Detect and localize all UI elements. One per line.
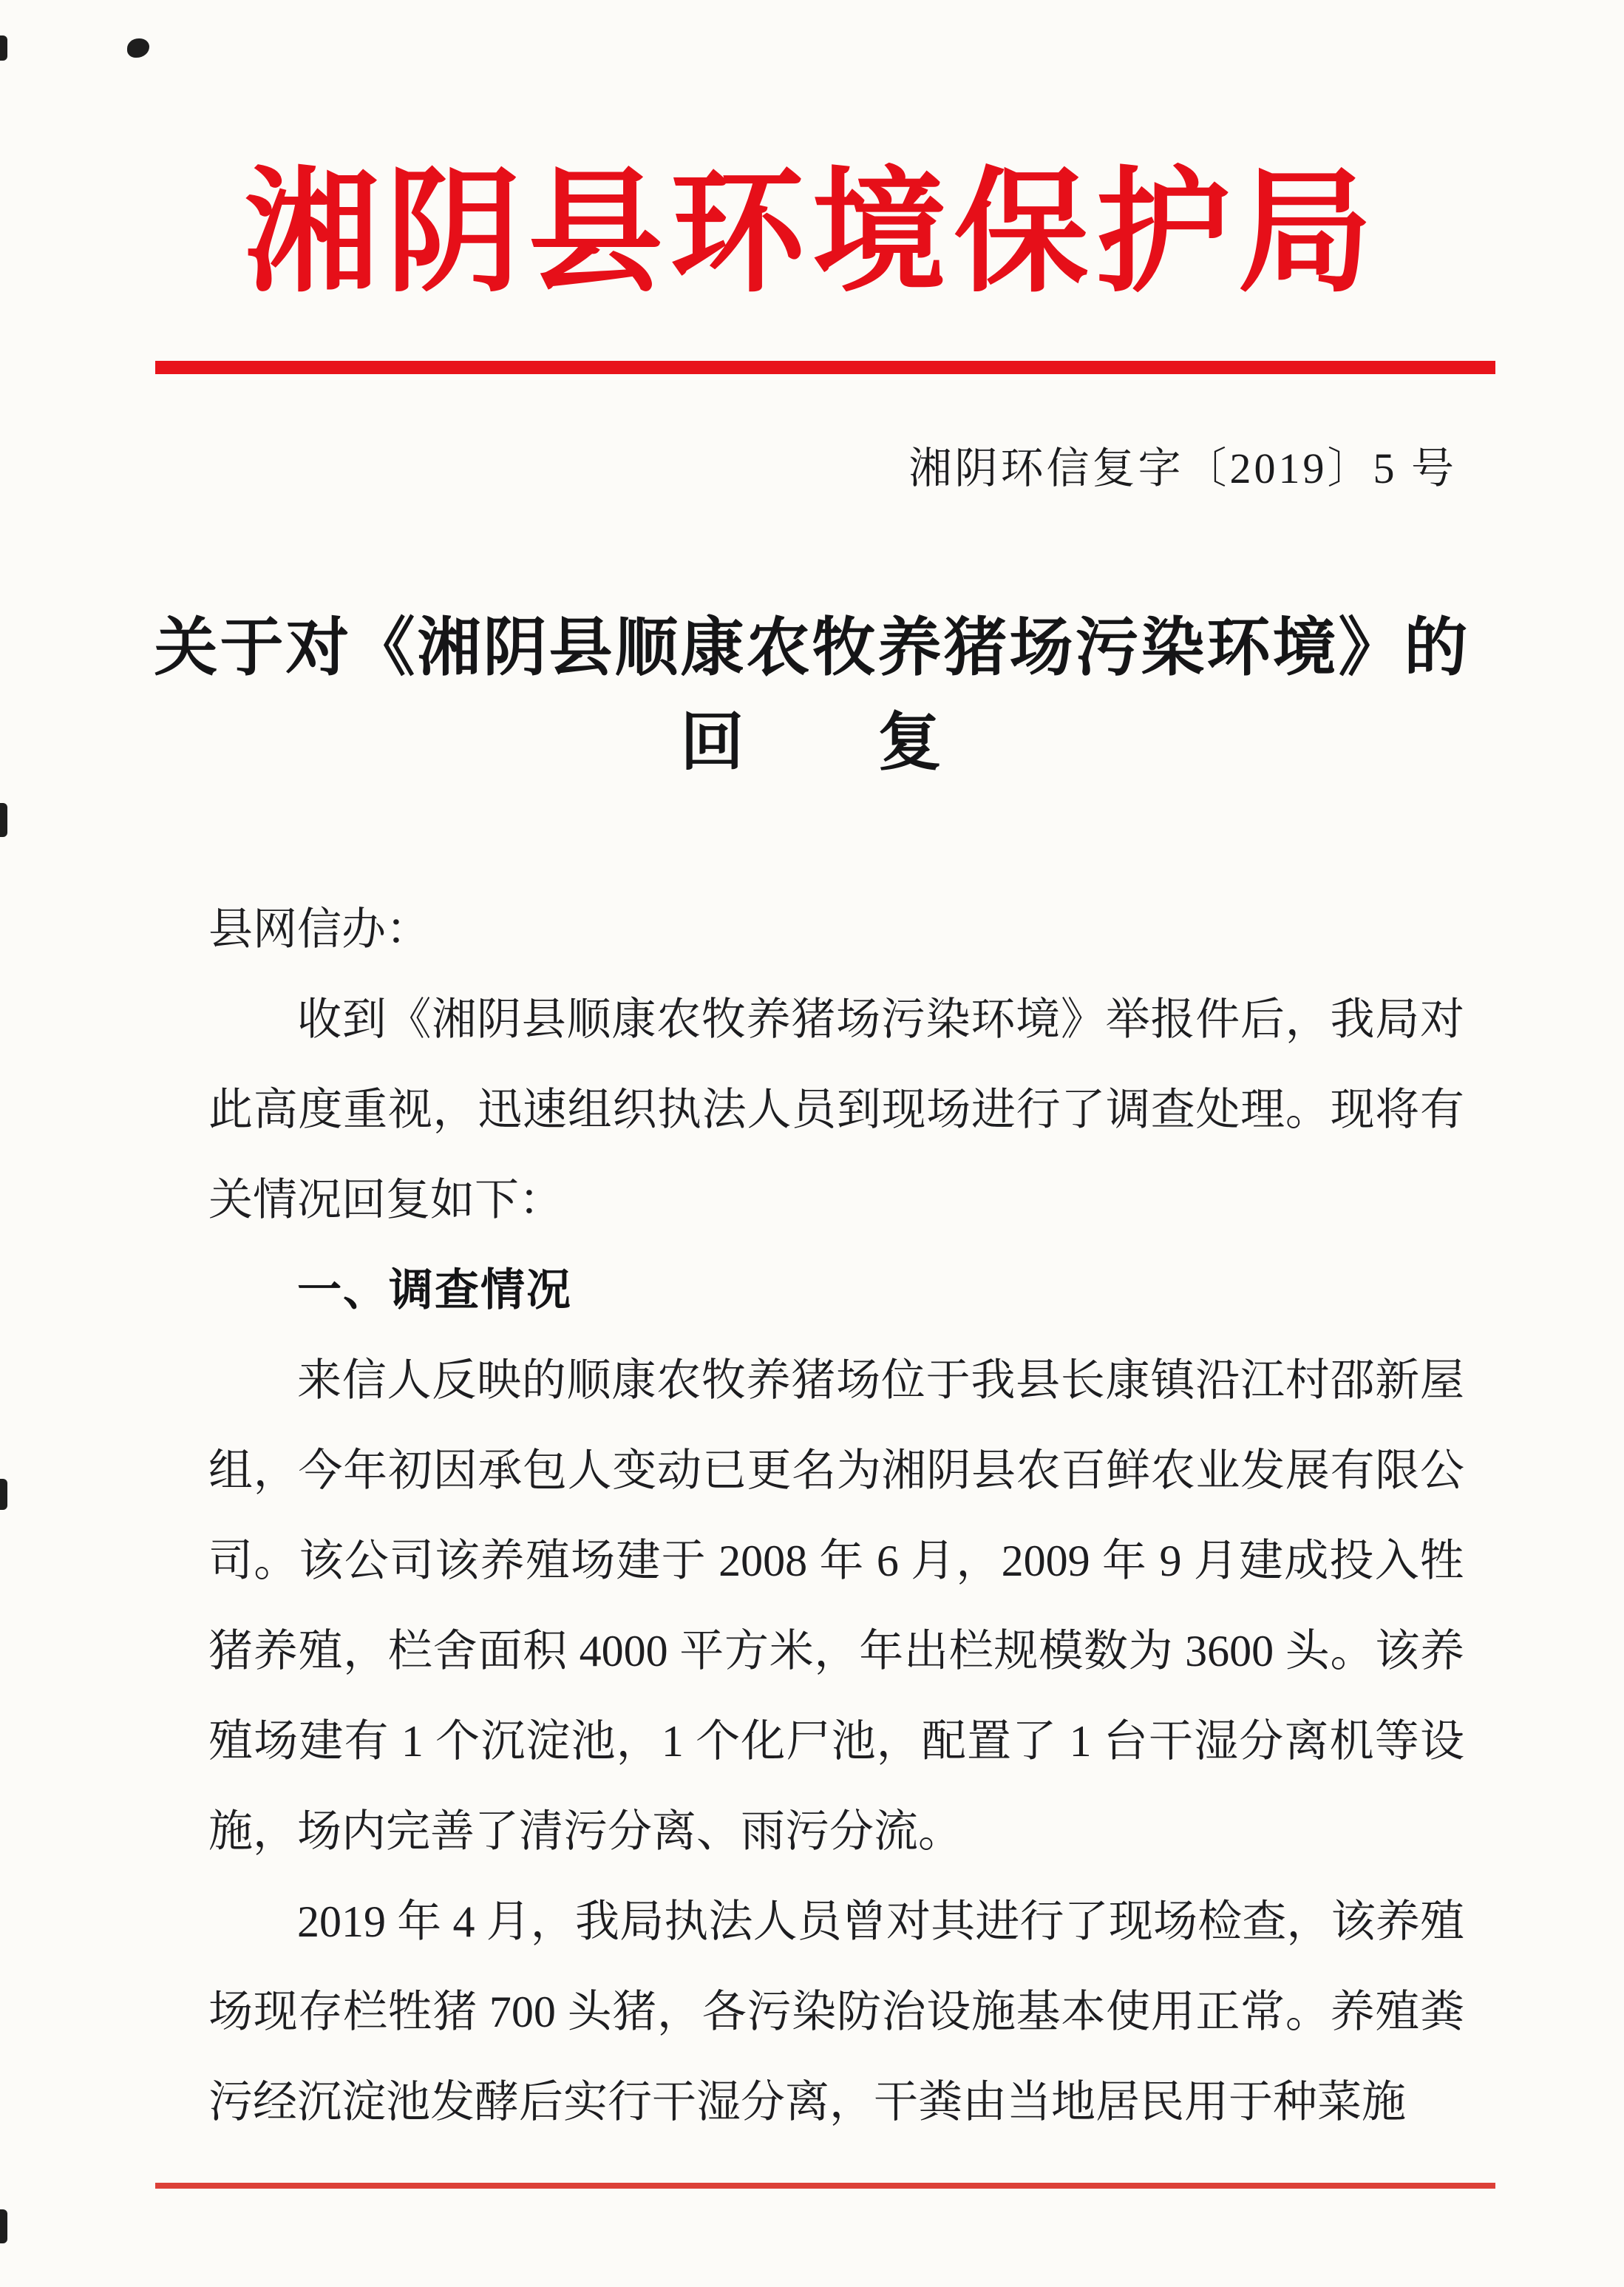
letterhead-rule <box>155 361 1495 374</box>
body-paragraph: 2019 年 4 月，我局执法人员曾对其进行了现场检查，该养殖场现存栏牲猪 700 头猪，各污染防治设施基本使用正常。养殖粪污经沉淀池发酵后实行干湿分离，干粪由当地居民用于种菜施 <box>208 1897 1464 2127</box>
body-paragraph: 来信人反映的顺康农牧养猪场位于我县长康镇沿江村邵新屋组，今年初因承包人变动已更名为湘阴县农百鲜农业发展有限公司。该公司该养殖场建于 2008 年 6 月，2009 年 9 月建成投入牲猪养殖，栏舍面积 4000 平方米，年出栏规模数为 3600 头。该养殖场建有 1 个沉淀池，1 个化尸池，配置了 1 台干湿分离机等设施，场内完善了清污分离、雨污分流。 <box>208 1355 1464 1856</box>
document-number: 湘阴环信复字〔2019〕5 号 <box>908 444 1457 492</box>
scan-artifact <box>0 2209 7 2243</box>
document-title-line2: 回 复 <box>680 706 944 778</box>
document-title <box>0 600 1624 790</box>
document-title-line1: 关于对《湘阴县顺康农牧养猪场污染环境》的 <box>154 611 1470 683</box>
document-body <box>208 884 1464 2147</box>
scan-artifact <box>0 1479 7 1510</box>
letterhead <box>0 0 1624 308</box>
scan-artifact <box>0 803 7 837</box>
intro-paragraph: 收到《湘阴县顺康农牧养猪场污染环境》举报件后，我局对此高度重视，迅速组织执法人员到现场进行了调查处理。现将有关情况回复如下： <box>208 995 1464 1224</box>
section-heading: 一、调查情况 <box>297 1264 572 1315</box>
agency-name: 湘阴县环境保护局 <box>244 160 1380 308</box>
scan-artifact <box>0 35 7 61</box>
salutation: 县网信办： <box>208 904 430 954</box>
footer-rule <box>155 2183 1495 2189</box>
